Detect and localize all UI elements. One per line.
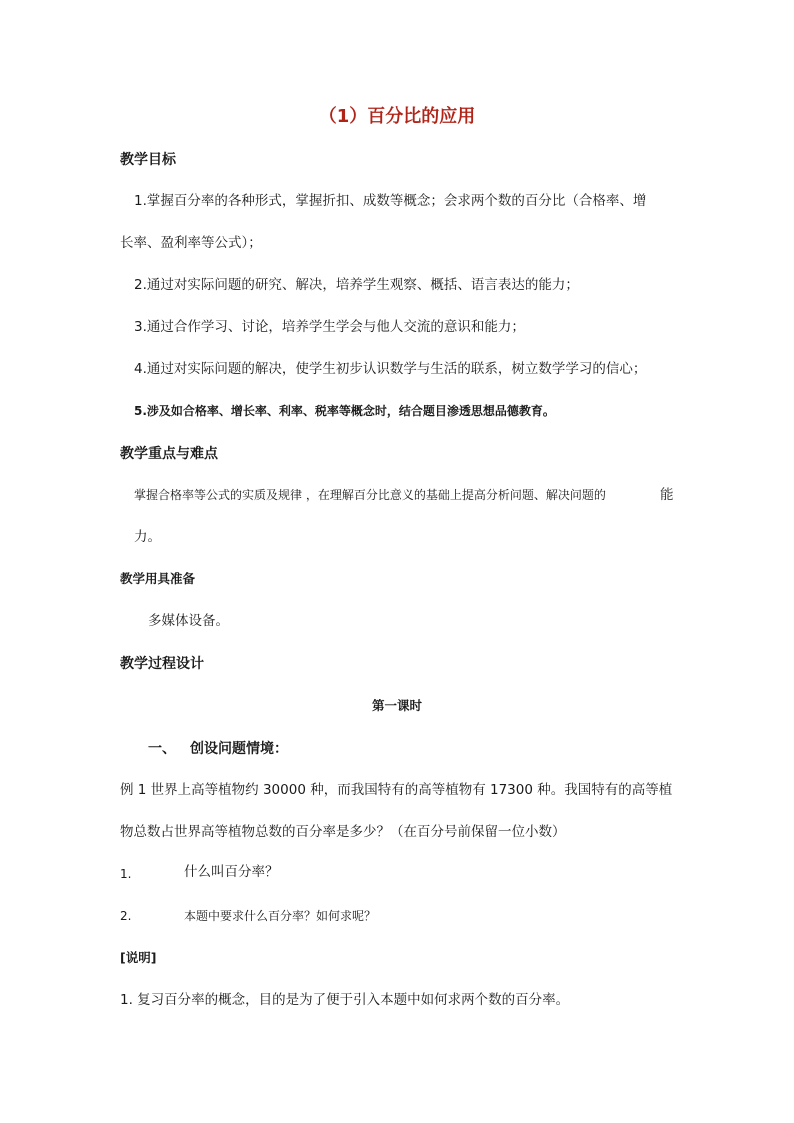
keypoints-text-line1: 掌握合格率等公式的实质及规律 ，在理解百分比意义的基础上提高分析问题、解决问题的	[134, 488, 606, 502]
step-title: 创设问题情境：	[190, 741, 288, 757]
goal-item-4: 4.通过对实际问题的解决，使学生初步认识数学与生活的联系，树立数学学习的信心；	[134, 361, 647, 377]
process-heading: 教学过程设计	[120, 656, 204, 672]
keypoints-text-line1-tail: 能	[660, 487, 674, 503]
tools-text: 多媒体设备。	[148, 613, 229, 629]
lesson-heading: 第一课时	[371, 698, 422, 713]
example-line1: 例 1 世界上高等植物约 30000 种，而我国特有的高等植物有 17300 种。我国特有的高等植	[120, 782, 673, 798]
question-1-number: 1.	[120, 867, 132, 881]
question-2-number: 2.	[120, 909, 132, 923]
example-line2: 物总数占世界高等植物总数的百分率是多少？（在百分号前保留一位小数）	[120, 824, 566, 840]
goal-item-5: 5.涉及如合格率、增长率、利率、税率等概念时，结合题目渗透思想品德教育。	[134, 404, 555, 418]
goal-item-1-continued: 长率、盈利率等公式）；	[120, 235, 262, 251]
note-heading: [说明]	[120, 950, 157, 965]
goal-item-2: 2.通过对实际问题的研究、解决，培养学生观察、概括、语言表达的能力；	[134, 277, 579, 293]
note-line: 1. 复习百分率的概念，目的是为了便于引入本题中如何求两个数的百分率。	[120, 992, 570, 1008]
goal-item-1: 1.掌握百分率的各种形式，掌握折扣、成数等概念；会求两个数的百分比（合格率、增	[134, 193, 647, 209]
question-1-text: 什么叫百分率？	[184, 864, 279, 880]
keypoints-heading: 教学重点与难点	[120, 446, 218, 462]
keypoints-text-line2: 力。	[134, 529, 161, 545]
goals-heading: 教学目标	[120, 152, 176, 168]
tools-heading: 教学用具准备	[120, 571, 196, 586]
step-number: 一、	[148, 741, 176, 757]
goal-item-3: 3.通过合作学习、讨论，培养学生学会与他人交流的意识和能力；	[134, 319, 525, 335]
question-2-text: 本题中要求什么百分率？如何求呢？	[184, 909, 377, 923]
page-title: （1）百分比的应用	[318, 106, 476, 127]
